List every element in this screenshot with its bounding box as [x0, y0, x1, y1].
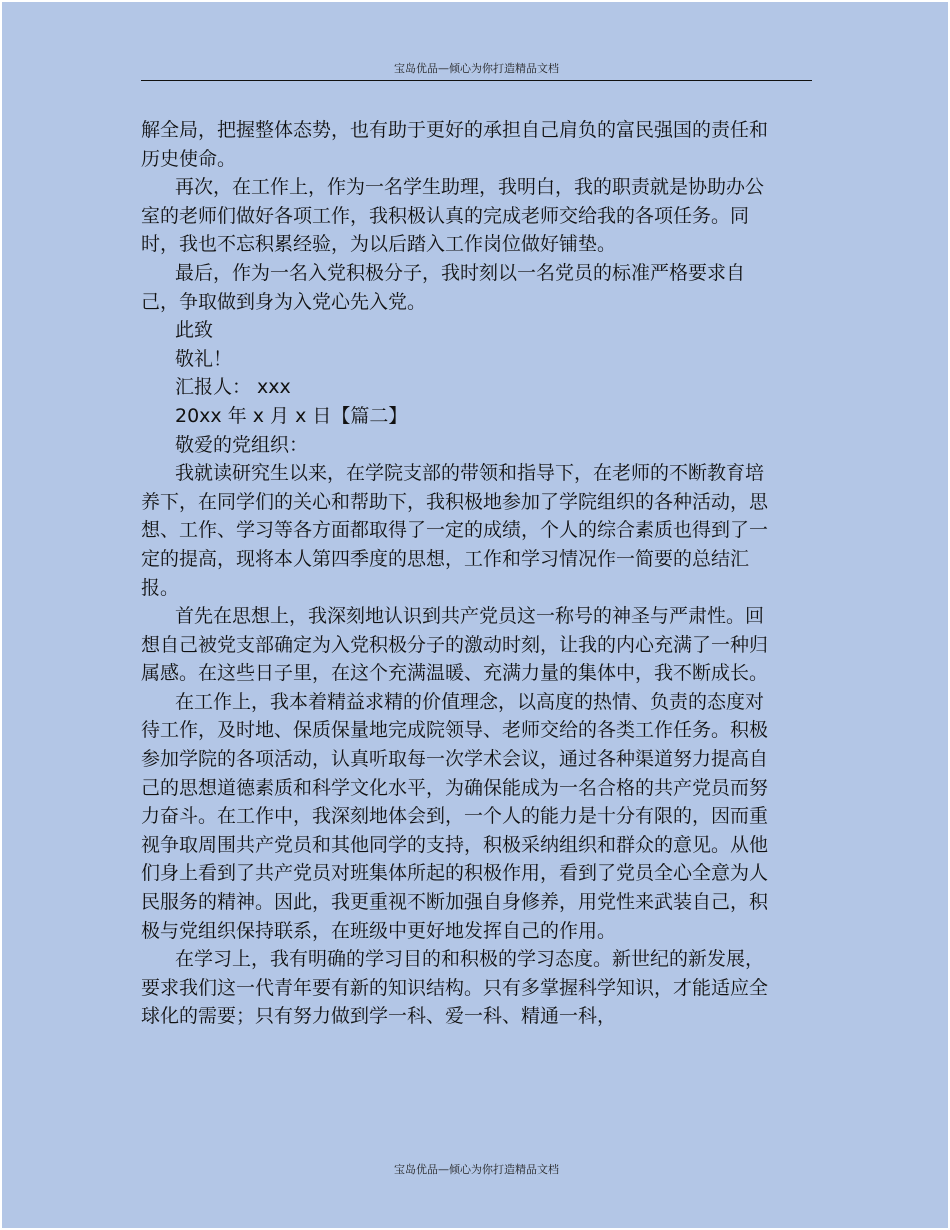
paragraph: 在工作上，我本着精益求精的价值理念，以高度的热情、负责的态度对待工作，及时地、保质保量地完成院领导、老师交给的各类工作任务。积极参加学院的各项活动，认真听取每一次学术会议，通过各种渠道努力提高自己的思想道德素质和科学文化水平，为确保能成为一名合格的共产党员而努力奋斗。在工作中，我深刻地体会到，一个人的能力是十分有限的，因而重视争取周围共产党员和其他同学的支持，积极采纳组织和群众的意见。从他们身上看到了共产党员对班集体所起的积极作用，看到了党员全心全意为人民服务的精神。因此，我更重视不断加强自身修养，用党性来武装自己，积极与党组织保持联系，在班级中更好地发挥自己的作用。	[141, 690, 769, 942]
page-header: 宝岛优品—倾心为你打造精品文档	[394, 62, 559, 75]
paragraph: 解全局，把握整体态势，也有助于更好的承担自己肩负的富民强国的责任和历史使命。	[141, 119, 769, 170]
document-page	[2, 2, 948, 1228]
paragraph: 首先在思想上，我深刻地认识到共产党员这一称号的神圣与严肃性。回想自己被党支部确定为入党积极分子的激动时刻，让我的内心充满了一种归属感。在这些日子里，在这个充满温暖、充满力量的集体中，我不断成长。	[141, 605, 769, 685]
document-body	[141, 116, 773, 1031]
closing-salutation: 此致	[175, 319, 214, 342]
greeting: 敬爱的党组织：	[175, 433, 309, 456]
reporter-line: 汇报人： xxx	[175, 376, 291, 399]
header-divider	[141, 80, 812, 81]
page-footer: 宝岛优品—倾心为你打造精品文档	[394, 1163, 559, 1176]
paragraph: 在学习上，我有明确的学习目的和积极的学习态度。新世纪的新发展，要求我们这一代青年要有新的知识结构。只有多掌握科学知识，才能适应全球化的需要；只有努力做到学一科、爱一科、精通一科，	[141, 948, 769, 1028]
paragraph: 再次，在工作上，作为一名学生助理，我明白，我的职责就是协助办公室的老师们做好各项工作，我积极认真的完成老师交给我的各项任务。同时，我也不忘积累经验，为以后踏入工作岗位做好铺垫。	[141, 176, 765, 256]
paragraph: 最后，作为一名入党积极分子，我时刻以一名党员的标准严格要求自己，争取做到身为入党心先入党。	[141, 261, 746, 313]
paragraph: 我就读研究生以来，在学院支部的带领和指导下，在老师的不断教育培养下，在同学们的关心和帮助下，我积极地参加了学院组织的各种活动，思想、工作、学习等各方面都取得了一定的成绩，个人的综合素质也得到了一定的提高，现将本人第四季度的思想，工作和学习情况作一简要的总结汇报。	[141, 462, 769, 599]
closing-regards: 敬礼！	[175, 347, 233, 370]
date-line: 20xx 年 x 月 x 日【篇二】	[175, 404, 408, 427]
